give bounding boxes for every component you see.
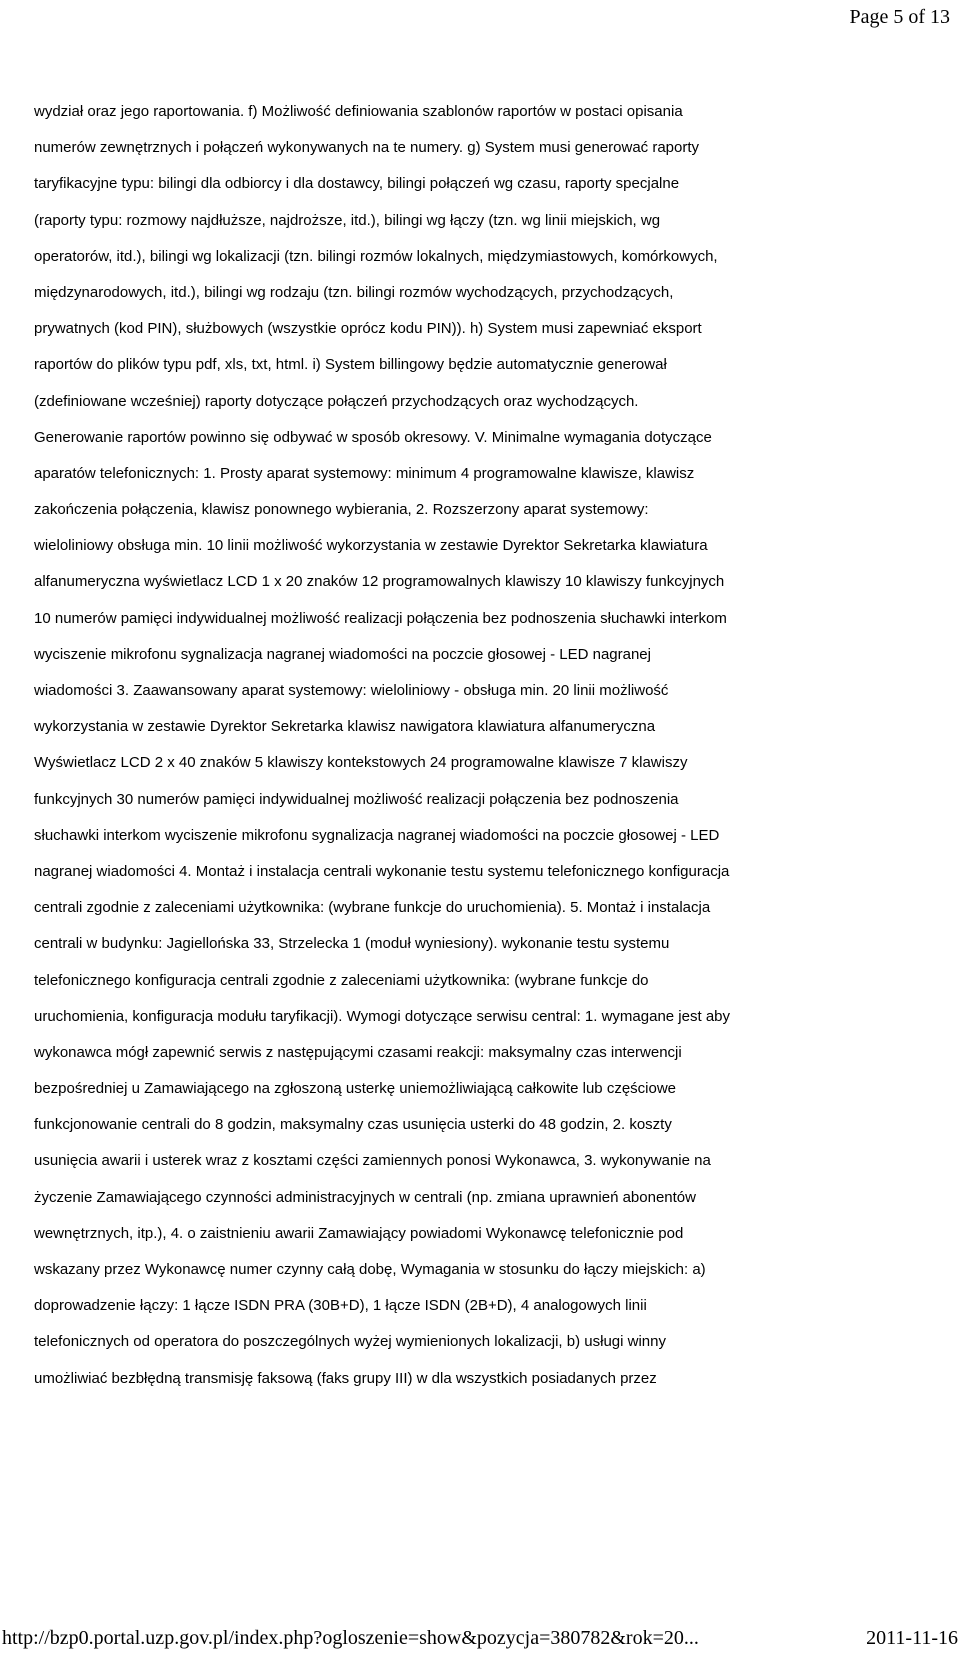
- text-line: nagranej wiadomości 4. Montaż i instalacja centrali wykonanie testu systemu telefonicznego konfiguracja: [34, 862, 730, 880]
- text-line: wskazany przez Wykonawcę numer czynny całą dobę, Wymagania w stosunku do łączy miejskich: a): [34, 1261, 706, 1278]
- text-line: (zdefiniowane wcześniej) raporty dotyczące połączeń przychodzących oraz wychodzących.: [34, 392, 639, 410]
- footer-url: http://bzp0.portal.uzp.gov.pl/index.php?ogloszenie=show&pozycja=380782&rok=20...: [2, 1627, 699, 1649]
- text-line: operatorów, itd.), bilingi wg lokalizacji (tzn. bilingi rozmów lokalnych, międzymiastowych, komórkowych,: [34, 247, 718, 265]
- text-line: centrali zgodnie z zaleceniami użytkownika: (wybrane funkcje do uruchomienia). 5. Montaż i instalacja: [34, 899, 711, 917]
- text-line: życzenie Zamawiającego czynności administracyjnych w centrali (np. zmiana uprawnień abonentów: [34, 1188, 696, 1206]
- text-line: numerów zewnętrznych i połączeń wykonywanych na te numery. g) System musi generować raporty: [34, 139, 700, 157]
- text-line: Generowanie raportów powinno się odbywać w sposób okresowy. V. Minimalne wymagania dotyczące: [34, 428, 712, 446]
- document-body: [34, 94, 959, 1397]
- text-line: bezpośredniej u Zamawiającego na zgłoszoną usterkę uniemożliwiającą całkowite lub częściowe: [34, 1080, 677, 1098]
- text-line: słuchawki interkom wyciszenie mikrofonu sygnalizacja nagranej wiadomości na poczcie głosowej - LED: [34, 826, 720, 844]
- text-line: umożliwiać bezbłędną transmisję faksową (faks grupy III) w dla wszystkich posiadanych przez: [34, 1369, 657, 1387]
- text-line: (raporty typu: rozmowy najdłuższe, najdroższe, itd.), bilingi wg łączy (tzn. wg linii miejskich, wg: [34, 211, 661, 229]
- text-line: uruchomienia, konfiguracja modułu taryfikacji). Wymogi dotyczące serwisu central: 1. wymagane jest aby: [34, 1007, 730, 1025]
- text-line: usunięcia awarii i usterek wraz z kosztami części zamiennych ponosi Wykonawca, 3. wykonywanie na: [34, 1152, 711, 1170]
- text-line: wewnętrznych, itp.), 4. o zaistnieniu awarii Zamawiający powiadomi Wykonawcę telefonicznie pod: [34, 1224, 684, 1242]
- text-line: funkcyjnych 30 numerów pamięci indywidualnej możliwość realizacji połączenia bez podnoszenia: [34, 790, 679, 808]
- page-number: Page 5 of 13: [849, 6, 950, 28]
- text-line: wiadomości 3. Zaawansowany aparat systemowy: wieloliniowy - obsługa min. 20 linii możliwość: [34, 682, 669, 699]
- text-line: prywatnych (kod PIN), służbowych (wszystkie oprócz kodu PIN)). h) System musi zapewniać eksport: [34, 320, 702, 338]
- text-line: wieloliniowy obsługa min. 10 linii możliwość wykorzystania w zestawie Dyrektor Sekretarka klawiatura: [34, 537, 708, 555]
- text-line: wykorzystania w zestawie Dyrektor Sekretarka klawisz nawigatora klawiatura alfanumeryczna: [34, 718, 656, 736]
- text-line: 10 numerów pamięci indywidualnej możliwość realizacji połączenia bez podnoszenia słuchawki interkom: [34, 609, 727, 627]
- text-line: alfanumeryczna wyświetlacz LCD 1 x 20 znaków 12 programowalnych klawiszy 10 klawiszy funkcyjnych: [34, 573, 725, 591]
- text-line: doprowadzenie łączy: 1 łącze ISDN PRA (30B+D), 1 łącze ISDN (2B+D), 4 analogowych linii: [34, 1297, 647, 1315]
- text-line: Wyświetlacz LCD 2 x 40 znaków 5 klawiszy kontekstowych 24 programowalne klawisze 7 klawiszy: [34, 754, 688, 772]
- text-line: zakończenia połączenia, klawisz ponownego wybierania, 2. Rozszerzony aparat systemowy:: [34, 501, 649, 519]
- text-line: wykonawca mógł zapewnić serwis z następującymi czasami reakcji: maksymalny czas interwencji: [34, 1043, 682, 1061]
- page-footer: [2, 1627, 958, 1653]
- text-line: raportów do plików typu pdf, xls, txt, html. i) System billingowy będzie automatycznie generował: [34, 356, 667, 374]
- text-line: funkcjonowanie centrali do 8 godzin, maksymalny czas usunięcia usterki do 48 godzin, 2. koszty: [34, 1116, 672, 1134]
- text-line: wyciszenie mikrofonu sygnalizacja nagranej wiadomości na poczcie głosowej - LED nagranej: [34, 645, 651, 663]
- text-line: wydział oraz jego raportowania. f) Możliwość definiowania szablonów raportów w postaci opisania: [34, 103, 683, 120]
- text-line: telefonicznych od operatora do poszczególnych wyżej wymienionych lokalizacji, b) usługi winny: [34, 1333, 666, 1351]
- text-line: aparatów telefonicznych: 1. Prosty aparat systemowy: minimum 4 programowalne klawisze, klawisz: [34, 464, 695, 482]
- footer-date: 2011-11-16: [866, 1627, 958, 1649]
- text-line: telefonicznego konfiguracja centrali zgodnie z zaleceniami użytkownika: (wybrane funkcje do: [34, 971, 649, 989]
- text-line: taryfikacyjne typu: bilingi dla odbiorcy i dla dostawcy, bilingi połączeń wg czasu, raporty specjalne: [34, 175, 680, 193]
- text-line: międzynarodowych, itd.), bilingi wg rodzaju (tzn. bilingi rozmów wychodzących, przychodzących,: [34, 283, 674, 301]
- text-line: centrali w budynku: Jagiellońska 33, Strzelecka 1 (moduł wyniesiony). wykonanie testu systemu: [34, 935, 670, 953]
